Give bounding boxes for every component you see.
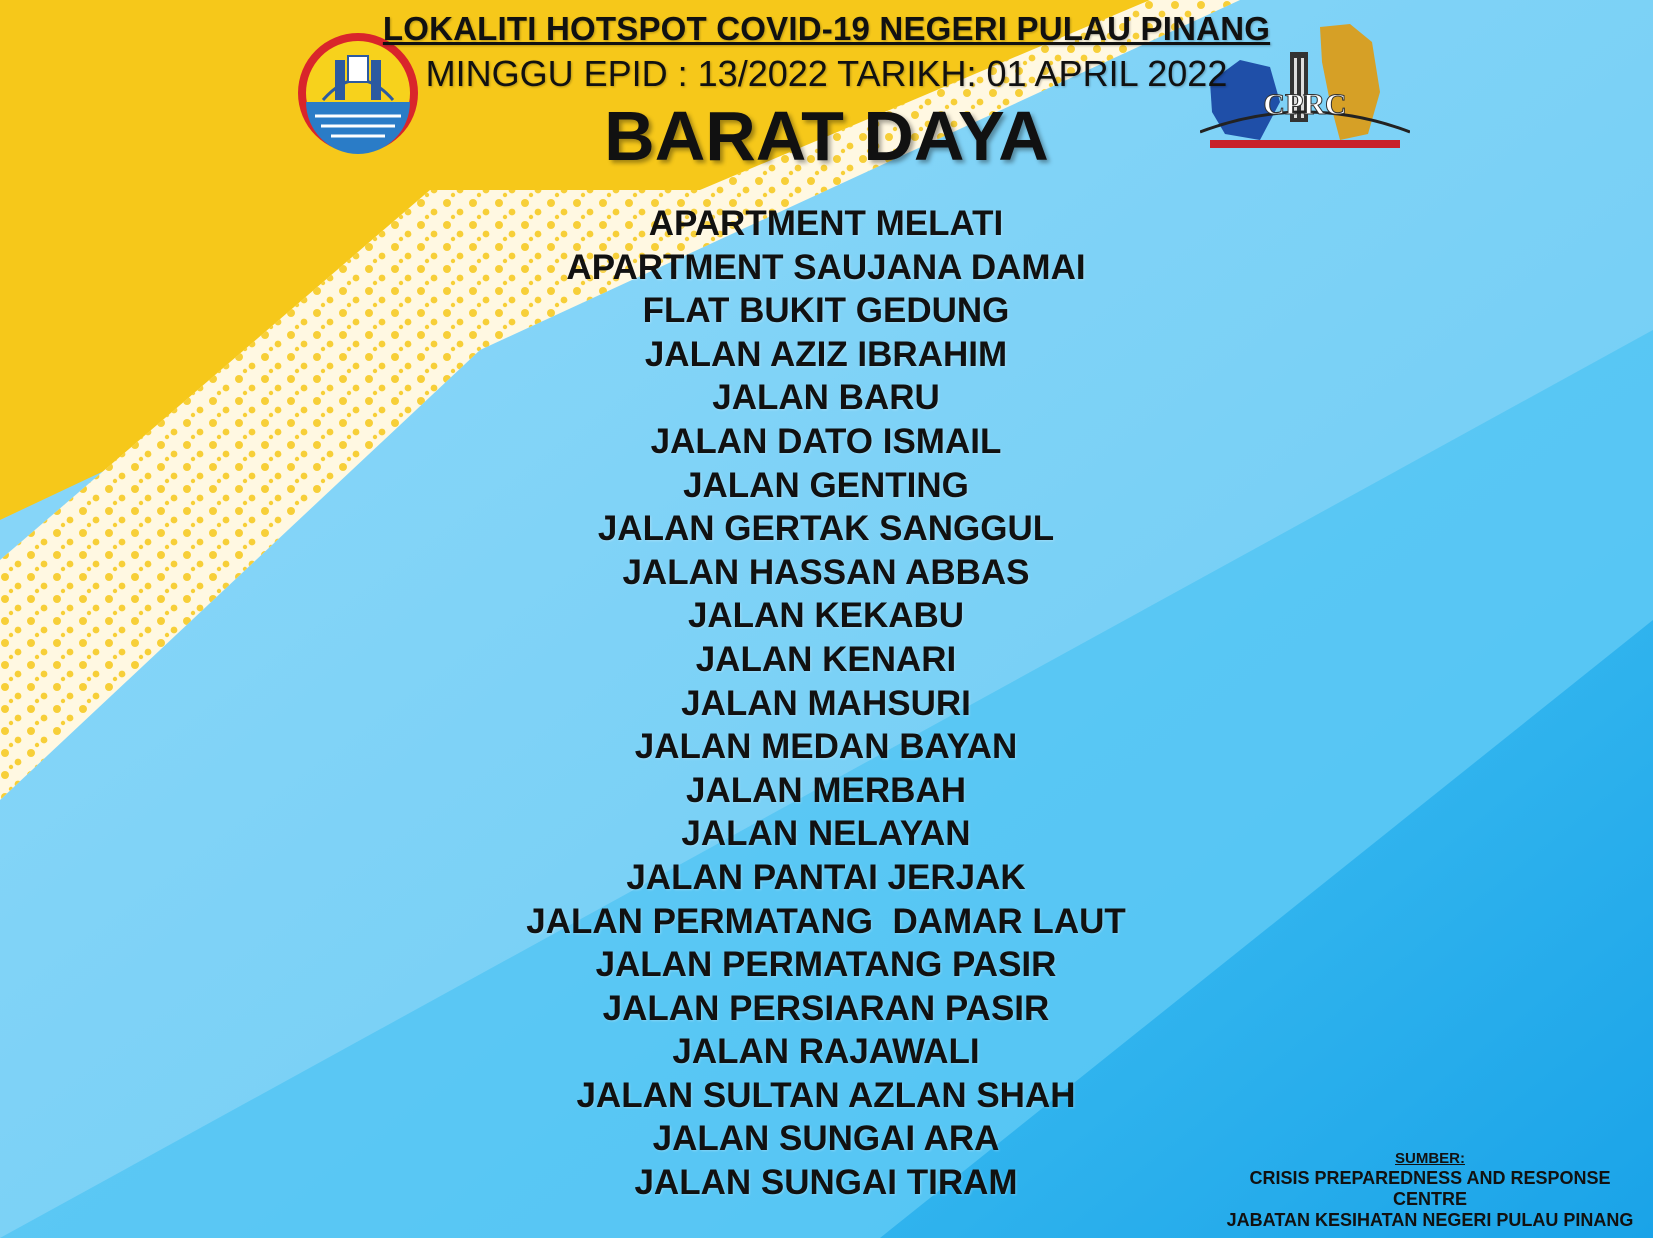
list-item: JALAN PERMATANG DAMAR LAUT [526,901,1126,941]
cprc-logo-text: CPRC [1263,88,1347,121]
source-line-3: JABATAN KESIHATAN NEGERI PULAU PINANG [1226,1210,1634,1230]
list-item: JALAN PANTAI JERJAK [626,857,1026,897]
list-item: JALAN AZIZ IBRAHIM [644,334,1008,374]
list-item: JALAN RAJAWALI [672,1032,980,1072]
district-heading: BARAT DAYA [604,97,1049,175]
page-subtitle: MINGGU EPID : 13/2022 TARIKH: 01 APRIL 2022 [425,53,1228,94]
list-item: JALAN MAHSURI [681,683,971,723]
page-title: LOKALITI HOTSPOT COVID-19 NEGERI PULAU PINANG [382,10,1271,47]
list-item: JALAN PERSIARAN PASIR [602,988,1050,1028]
list-item: JALAN SUNGAI ARA [652,1119,1000,1159]
hotspot-location-list [326,202,1326,1205]
list-item: JALAN MEDAN BAYAN [634,727,1018,767]
list-item: JALAN KEKABU [687,596,965,636]
source-line-1: CRISIS PREPAREDNESS AND RESPONSE [1249,1168,1611,1188]
list-item: JALAN SULTAN AZLAN SHAH [576,1075,1076,1115]
source-credit [1215,1149,1645,1231]
source-label: SUMBER: [1395,1150,1465,1167]
list-item: JALAN MERBAH [686,770,966,810]
list-item: APARTMENT MELATI [648,204,1004,243]
list-item: JALAN NELAYAN [681,814,971,854]
list-item: JALAN PERMATANG PASIR [595,945,1057,985]
list-item: JALAN HASSAN ABBAS [622,552,1030,592]
source-line-2: CENTRE [1392,1189,1467,1209]
list-item: JALAN BARU [712,378,940,418]
list-item: JALAN GERTAK SANGGUL [597,509,1055,549]
list-item: FLAT BUKIT GEDUNG [642,291,1010,331]
list-item: JALAN KENARI [695,639,957,679]
list-item: JALAN DATO ISMAIL [650,421,1002,461]
list-item: JALAN SUNGAI TIRAM [634,1163,1018,1203]
list-item: JALAN GENTING [683,465,969,505]
list-item: APARTMENT SAUJANA DAMAI [566,247,1086,287]
